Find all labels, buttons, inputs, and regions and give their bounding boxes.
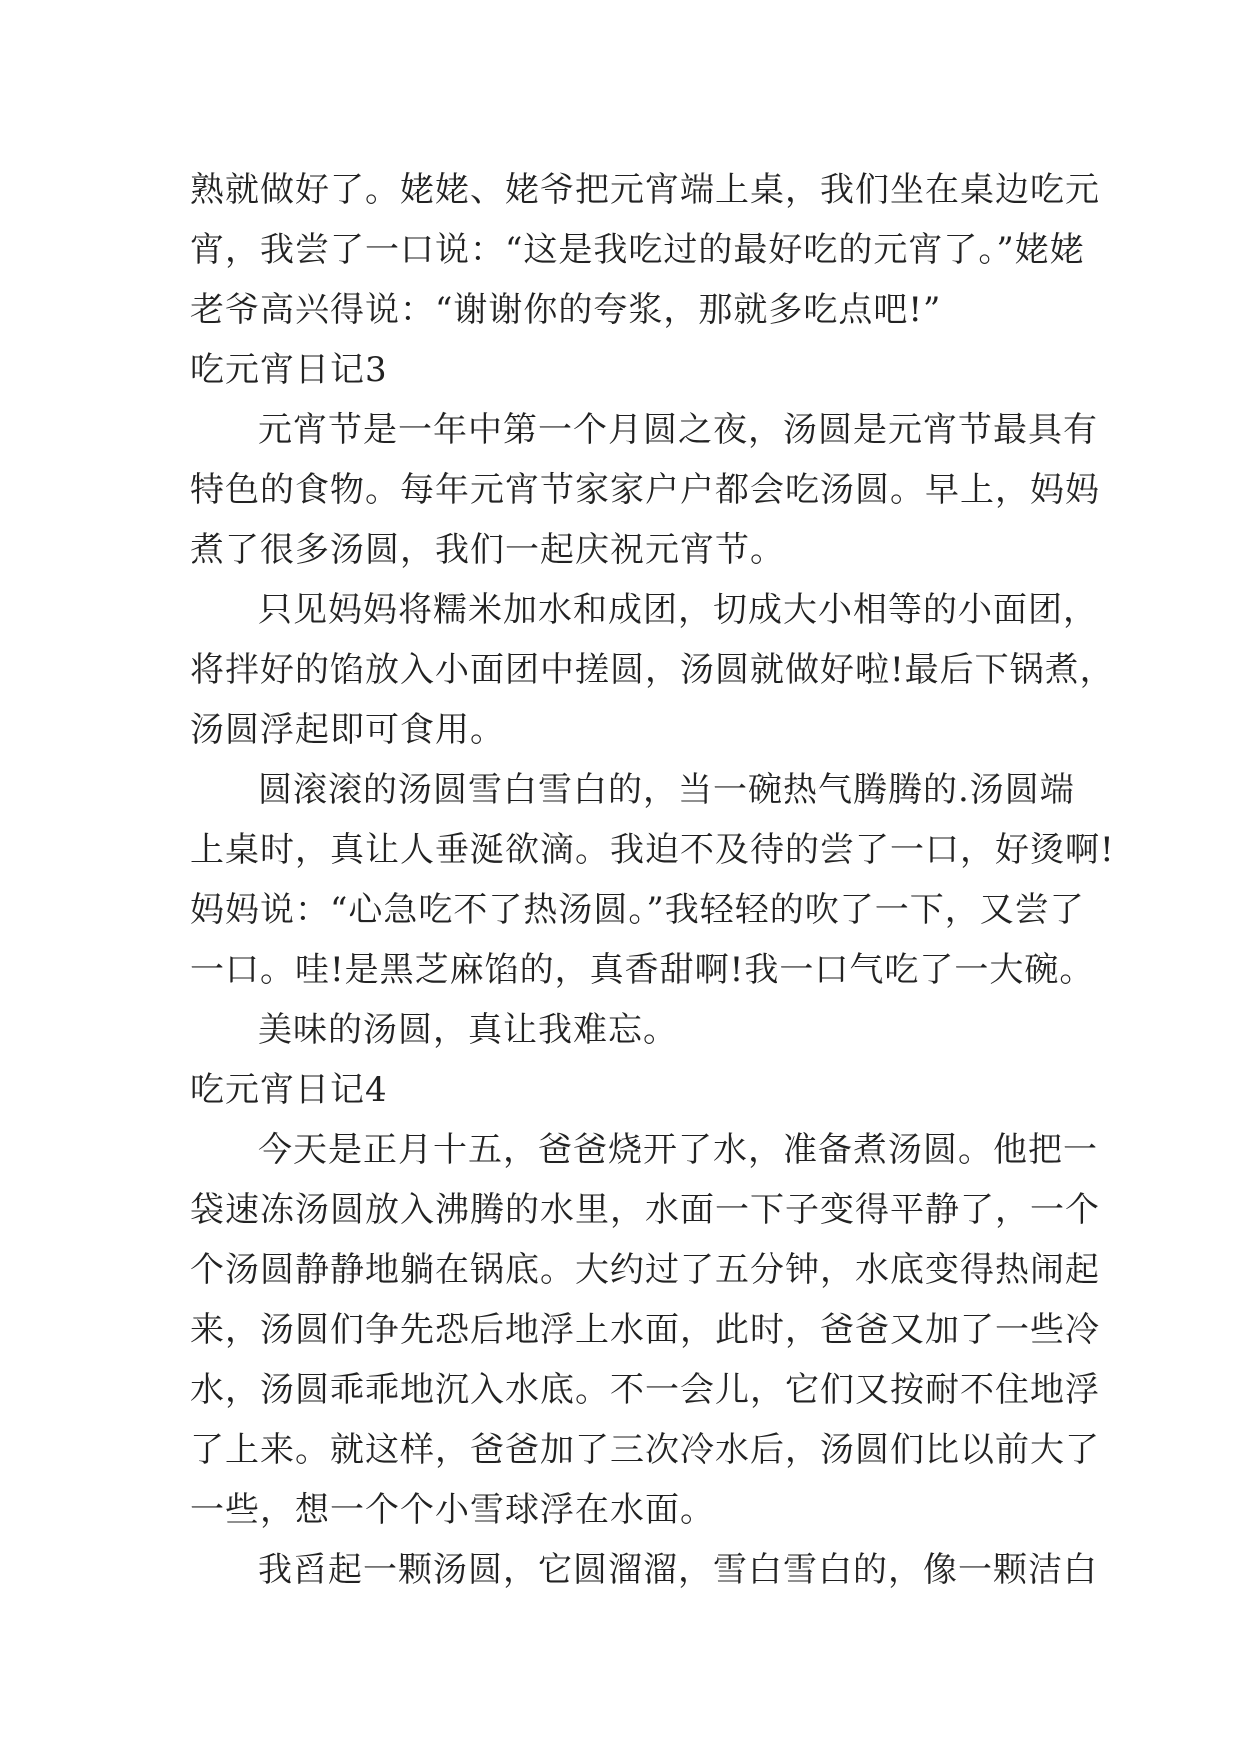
text-line: 熟就做好了。姥姥、姥爷把元宵端上桌，我们坐在桌边吃元 xyxy=(190,170,1100,210)
text-line: 将拌好的馅放入小面团中搓圆，汤圆就做好啦!最后下锅煮， xyxy=(190,650,1115,690)
document-body xyxy=(190,160,1115,1600)
section-heading-3: 吃元宵日记3 xyxy=(190,350,388,390)
paragraph-start: 只见妈妈将糯米加水和成团，切成大小相等的小面团， xyxy=(258,590,1098,630)
text-line: 袋速冻汤圆放入沸腾的水里，水面一下子变得平静了，一个 xyxy=(190,1190,1100,1230)
text-line: 煮了很多汤圆，我们一起庆祝元宵节。 xyxy=(190,530,785,570)
paragraph-start: 圆滚滚的汤圆雪白雪白的，当一碗热气腾腾的.汤圆端 xyxy=(258,770,1075,810)
paragraph-start: 今天是正月十五，爸爸烧开了水，准备煮汤圆。他把一 xyxy=(258,1130,1098,1170)
text-line: 水，汤圆乖乖地沉入水底。不一会儿，它们又按耐不住地浮 xyxy=(190,1370,1100,1410)
text-line: 来，汤圆们争先恐后地浮上水面，此时，爸爸又加了一些冷 xyxy=(190,1310,1100,1350)
paragraph-start: 美味的汤圆，真让我难忘。 xyxy=(258,1010,678,1050)
text-line: 了上来。就这样，爸爸加了三次冷水后，汤圆们比以前大了 xyxy=(190,1430,1100,1470)
paragraph-start: 我舀起一颗汤圆，它圆溜溜，雪白雪白的，像一颗洁白 xyxy=(258,1550,1098,1590)
text-line: 宵，我尝了一口说：“这是我吃过的最好吃的元宵了。”姥姥 xyxy=(190,230,1085,270)
text-line: 一口。哇!是黑芝麻馅的，真香甜啊!我一口气吃了一大碗。 xyxy=(190,950,1095,990)
text-line: 妈妈说：“心急吃不了热汤圆。”我轻轻的吹了一下，又尝了 xyxy=(190,890,1085,930)
text-line: 个汤圆静静地躺在锅底。大约过了五分钟，水底变得热闹起 xyxy=(190,1250,1100,1290)
text-line: 一些，想一个个小雪球浮在水面。 xyxy=(190,1490,715,1530)
text-line: 上桌时，真让人垂涎欲滴。我迫不及待的尝了一口，好烫啊! xyxy=(190,830,1115,870)
text-line: 老爷高兴得说：“谢谢你的夸浆，那就多吃点吧!” xyxy=(190,290,942,330)
section-heading-4: 吃元宵日记4 xyxy=(190,1070,388,1110)
text-line: 汤圆浮起即可食用。 xyxy=(190,710,505,750)
text-line: 特色的食物。每年元宵节家家户户都会吃汤圆。早上，妈妈 xyxy=(190,470,1100,510)
paragraph-start: 元宵节是一年中第一个月圆之夜，汤圆是元宵节最具有 xyxy=(258,410,1098,450)
